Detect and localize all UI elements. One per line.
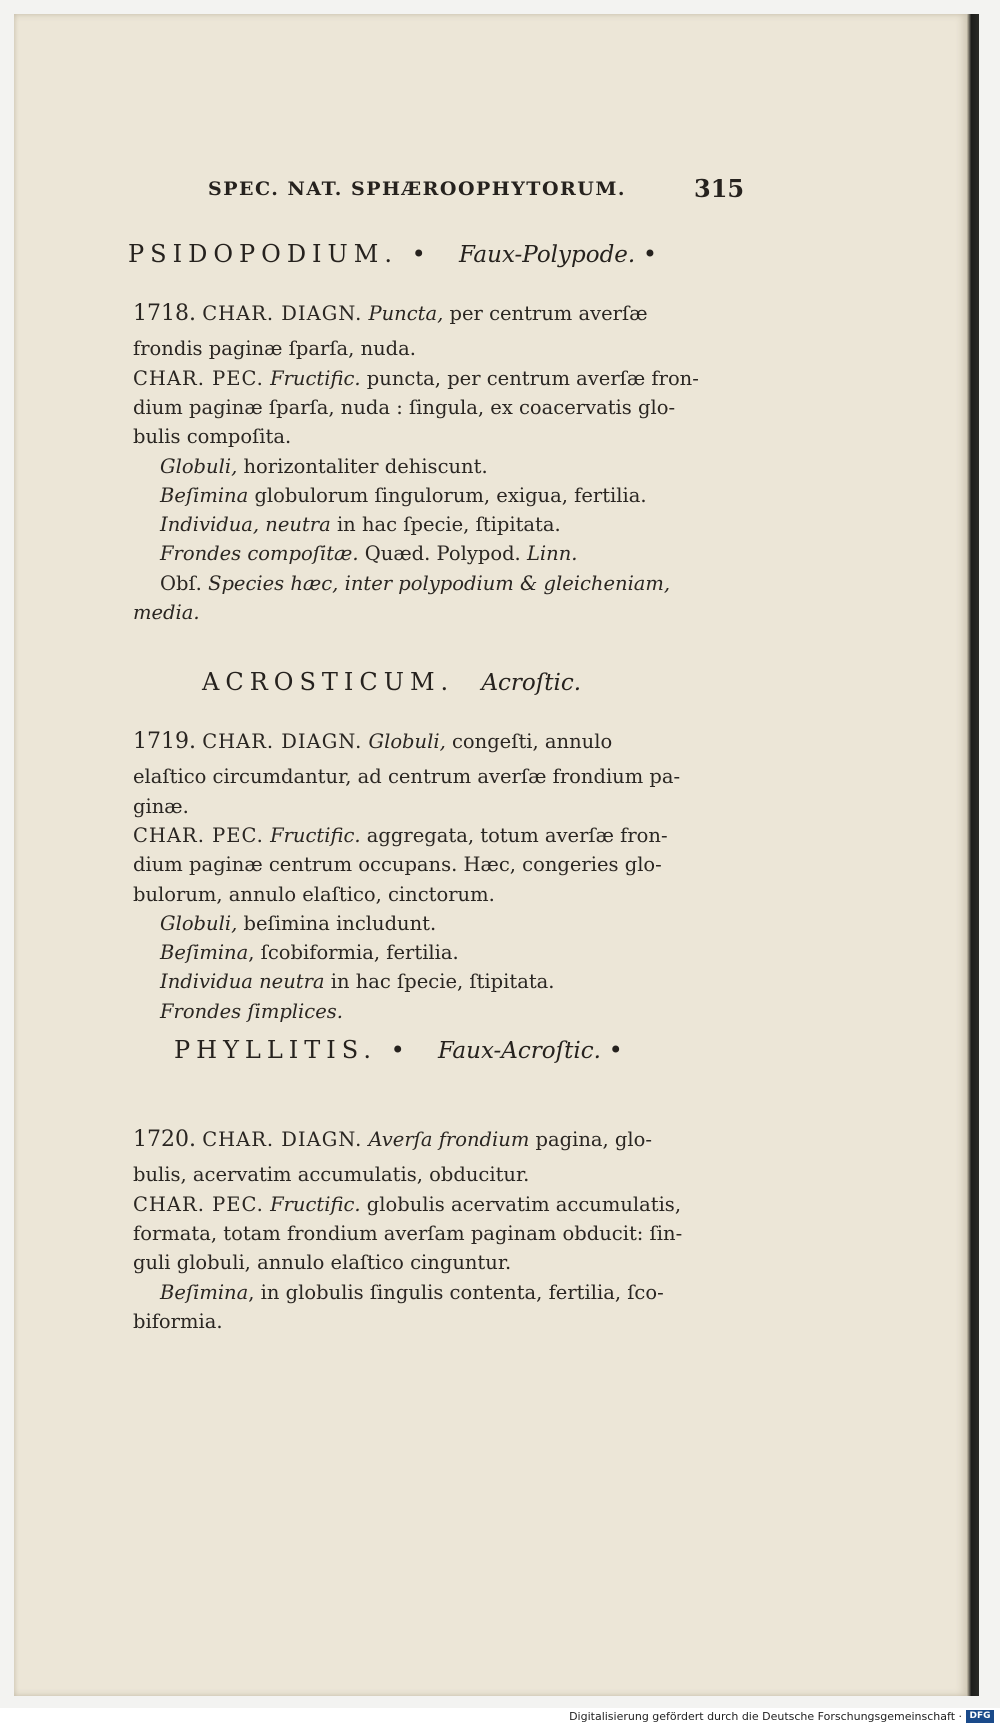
body-text: puncta, per centrum averſæ fron-: [360, 366, 699, 390]
text-line: [133, 1251, 511, 1275]
body-text: in hac ſpecie, ſtipitata.: [330, 513, 561, 537]
character-heading: CHAR. PEC.: [133, 366, 264, 390]
body-text: formata, totam frondium averſam paginam obducit: ſin-: [133, 1221, 683, 1245]
genus-name: PSIDOPODIUM.: [128, 240, 398, 268]
character-heading: CHAR. PEC.: [133, 1192, 264, 1216]
text-line: [133, 883, 495, 907]
text-line: [160, 941, 459, 965]
body-text: congeſti, annulo: [445, 730, 613, 753]
italic-term: Globuli,: [368, 730, 446, 753]
text-line: [133, 1128, 652, 1152]
body-text: Obſ.: [160, 571, 209, 595]
text-line: [160, 572, 670, 596]
text-line: [133, 824, 668, 848]
italic-term: Individua, neutra: [160, 513, 331, 537]
genus-french-name: Faux-Polypode.: [459, 242, 636, 268]
text-line: [133, 302, 648, 326]
body-text: , ſcobiformia, fertilia.: [248, 941, 459, 965]
italic-term: Species hæc, inter polypodium & gleicheniam,: [208, 571, 671, 595]
body-text: Quæd. Polypod.: [358, 542, 527, 566]
body-text: aggregata, totum averſæ fron-: [360, 823, 668, 847]
body-text: dium paginæ ſparſa, nuda : ſingula, ex coacervatis glo-: [133, 395, 676, 419]
text-line: [160, 970, 555, 994]
page-binding-edge: [967, 14, 979, 1696]
italic-term: Beſimina: [160, 941, 249, 965]
entry-number: 1719.: [133, 729, 196, 754]
body-text: , in globulis ſingulis contenta, fertilia, ſco-: [248, 1280, 664, 1304]
genus-heading: [202, 668, 581, 696]
running-title: SPEC. NAT. SPHÆROOPHYTORUM.: [208, 178, 626, 200]
italic-term: Fructific.: [270, 1192, 361, 1216]
genus-heading: PHYLLITIS. • Faux-Acroſtic. •: [174, 1036, 623, 1064]
italic-term: Averſa frondium: [368, 1128, 530, 1151]
genus-name: ACROSTICUM.: [202, 668, 455, 696]
genus-heading: PSIDOPODIUM. • Faux-Polypode. •: [128, 240, 658, 268]
text-line: [133, 1193, 681, 1217]
body-text: ginæ.: [133, 794, 189, 818]
body-text: biformia.: [133, 1309, 223, 1333]
italic-term: Globuli,: [160, 454, 238, 478]
text-line: [133, 765, 680, 789]
body-text: beſimina includunt.: [237, 911, 437, 935]
body-text: horizontaliter dehiscunt.: [237, 454, 488, 478]
text-line: [160, 1281, 664, 1305]
italic-term: Fructific.: [270, 823, 361, 847]
text-line: [133, 730, 612, 754]
genus-french-name: Acroſtic.: [481, 670, 582, 696]
genus-french-name: Faux-Acroſtic.: [438, 1038, 601, 1064]
text-line: [133, 795, 189, 819]
text-line: [160, 542, 577, 566]
text-line: [133, 367, 699, 391]
dfg-logo-icon: DFG: [966, 1710, 994, 1723]
footer-bar: [0, 1708, 1000, 1727]
body-text: dium paginæ centrum occupans. Hæc, congeries glo-: [133, 853, 662, 877]
body-text: bulis, acervatim accumulatis, obducitur.: [133, 1163, 530, 1187]
body-text: bulis compoſita.: [133, 425, 292, 449]
body-text: globulorum ſingulorum, exigua, fertilia.: [248, 483, 647, 507]
character-heading: CHAR. PEC.: [133, 823, 264, 847]
entry-number: 1718.: [133, 301, 196, 326]
character-heading: CHAR. DIAGN.: [202, 1128, 363, 1151]
text-line: [133, 1163, 529, 1187]
italic-term: Beſimina: [160, 483, 249, 507]
italic-term: Globuli,: [160, 911, 238, 935]
italic-term: media.: [133, 601, 200, 624]
italic-term: Fructific.: [270, 366, 361, 390]
italic-term: Frondes compoſitæ.: [160, 542, 359, 566]
text-line: [160, 912, 436, 936]
body-text: elaſtico circumdantur, ad centrum averſæ frondium pa-: [133, 765, 681, 789]
funding-credit: Digitalisierung gefördert durch die Deutsche Forschungsgemeinschaft ·: [569, 1710, 962, 1723]
text-line: [133, 601, 200, 625]
body-text: bulorum, annulo elaſtico, cinctorum.: [133, 882, 495, 906]
italic-term: Frondes ſimplices.: [160, 999, 343, 1023]
italic-term: Individua neutra: [160, 970, 325, 994]
text-line: [160, 484, 647, 508]
italic-term: Linn.: [526, 542, 578, 566]
body-text: in hac ſpecie, ſtipitata.: [324, 970, 555, 994]
italic-term: Puncta,: [368, 302, 444, 325]
text-line: [160, 1000, 343, 1024]
body-text: guli globuli, annulo elaſtico cinguntur.: [133, 1251, 512, 1275]
text-line: [133, 1310, 223, 1334]
body-text: pagina, glo-: [529, 1128, 652, 1151]
text-line: [160, 513, 561, 537]
text-line: [133, 396, 675, 420]
character-heading: CHAR. DIAGN.: [202, 730, 363, 753]
text-line: [133, 425, 291, 449]
page-number: 315: [694, 174, 745, 203]
character-heading: CHAR. DIAGN.: [202, 302, 363, 325]
body-text: frondis paginæ ſparſa, nuda.: [133, 337, 416, 361]
body-text: globulis acervatim accumulatis,: [360, 1192, 682, 1216]
italic-term: Beſimina: [160, 1280, 249, 1304]
text-line: [160, 455, 488, 479]
body-text: per centrum averſæ: [443, 302, 648, 325]
genus-name: PHYLLITIS.: [174, 1036, 377, 1064]
text-line: [133, 337, 416, 361]
entry-number: 1720.: [133, 1127, 196, 1152]
text-line: [133, 853, 662, 877]
text-line: [133, 1222, 682, 1246]
